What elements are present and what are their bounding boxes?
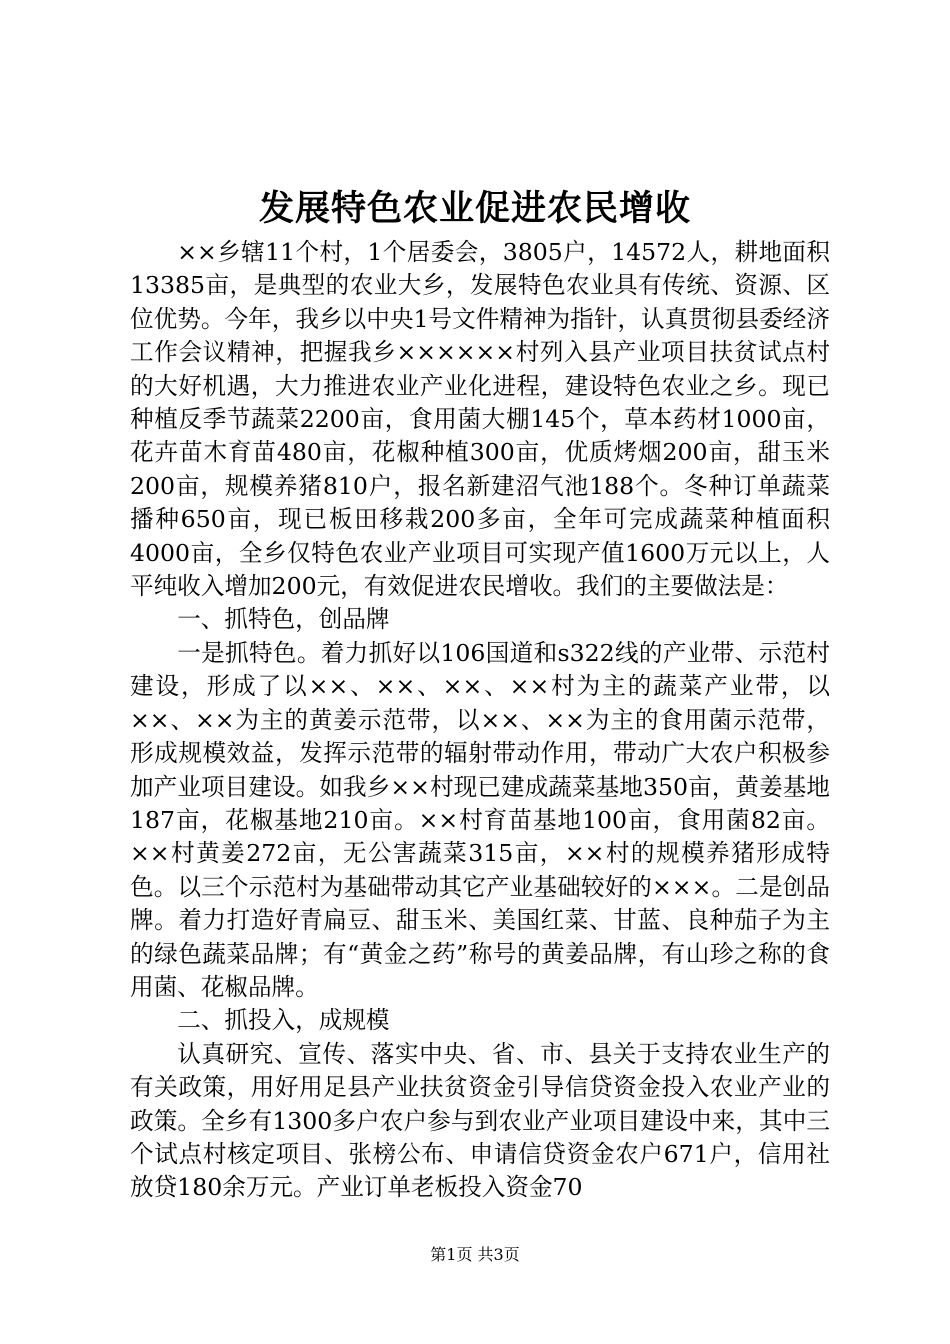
paragraph-section-1: 一是抓特色。着力抓好以106国道和s322线的产业带、示范村建设，形成了以××、××、××、××村为主的蔬菜产业带，以××、××为主的黄姜示范带，以××、××为主的食用菌示范带，形成规模效益，发挥示范带的辐射带动作用，带动广大农户积极参加产业项目建设。如我乡××村现已建成蔬菜基地350亩，黄姜基地187亩，花椒基地210亩。××村育苗基地100亩，食用菌82亩。××村黄姜272亩，无公害蔬菜315亩，××村的规模养猪形成特色。以三个示范村为基础带动其它产业基础较好的×××。二是创品牌。着力打造好青扁豆、甜玉米、美国红菜、甘蓝、良种茄子为主的绿色蔬菜品牌；有“黄金之药”称号的黄姜品牌，有山珍之称的食用菌、花椒品牌。 — [130, 638, 830, 1001]
section-heading-2: 二、抓投入，成规模 — [177, 1006, 390, 1035]
page-footer: 第1页 共3页 — [430, 1245, 520, 1264]
section-heading-1: 一、抓特色，创品牌 — [177, 605, 390, 634]
document-body — [130, 236, 830, 1205]
paragraph-intro: ××乡辖11个村，1个居委会，3805户，14572人，耕地面积13385亩，是典型的农业大乡，发展特色农业具有传统、资源、区位优势。今年，我乡以中央1号文件精神为指针，认真贯彻县委经济工作会议精神，把握我乡××××××村列入县产业项目扶贫试点村的大好机遇，大力推进农业产业化进程，建设特色农业之乡。现已种植反季节蔬菜2200亩，食用菌大棚145个，草本药材1000亩，花卉苗木育苗480亩，花椒种植300亩，优质烤烟200亩，甜玉米200亩，规模养猪810户，报名新建沼气池188个。冬种订单蔬菜播种650亩，现已板田移栽200多亩，全年可完成蔬菜种植面积4000亩，全乡仅特色农业产业项目可实现产值1600万元以上，人平纯收入增加200元，有效促进农民增收。我们的主要做法是： — [130, 238, 830, 601]
paragraph-section-2: 认真研究、宣传、落实中央、省、市、县关于支持农业生产的有关政策，用好用足县产业扶贫资金引导信贷资金投入农业产业的政策。全乡有1300多户农户参与到农业产业项目建设中来，其中三个试点村核定项目、张榜公布、申请信贷资金农户671户，信用社放贷180余万元。产业订单老板投入资金70 — [130, 1039, 830, 1202]
document-title: 发展特色农业促进农民增收 — [258, 189, 691, 229]
